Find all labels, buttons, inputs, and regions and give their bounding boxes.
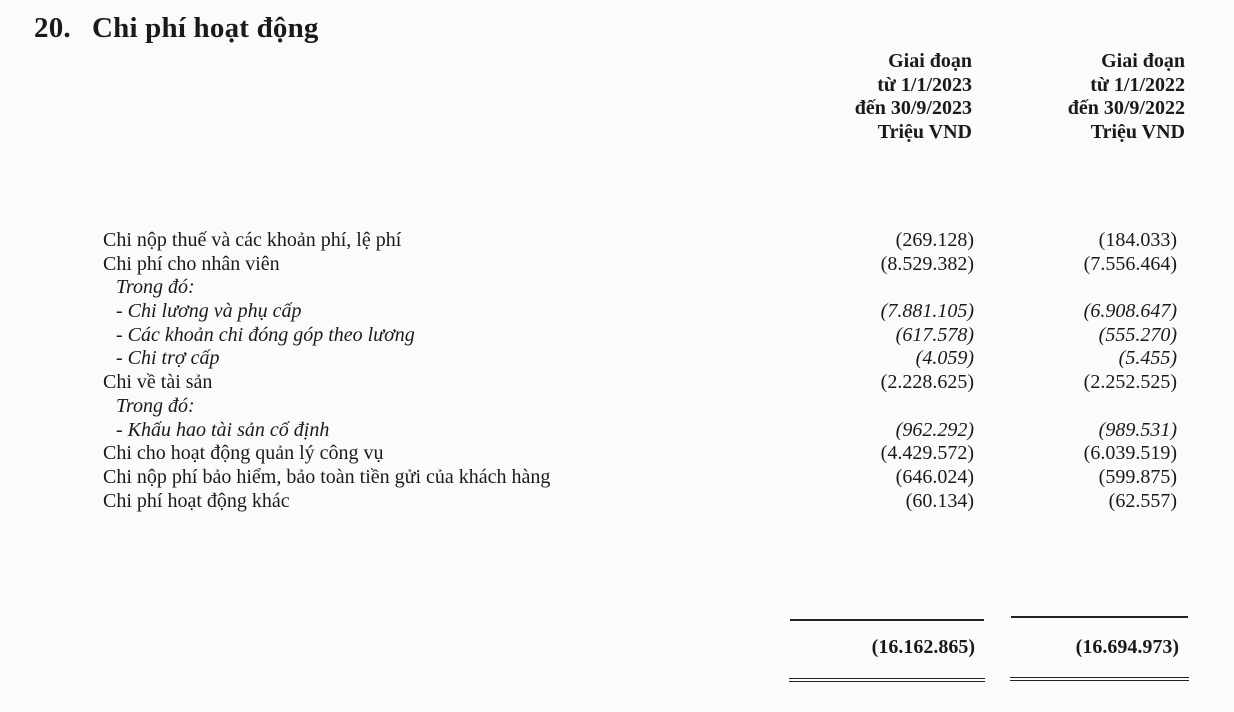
value-2023: (269.128) xyxy=(895,229,974,251)
table-row xyxy=(0,419,1234,443)
row-label: Chi cho hoạt động quản lý công vụ xyxy=(103,442,384,465)
row-label: Trong đó: xyxy=(116,276,195,299)
table-row xyxy=(0,395,1234,419)
table-row xyxy=(0,253,1234,277)
total-2022: (16.694.973) xyxy=(1075,636,1179,658)
subtotal-rule-2022 xyxy=(1011,616,1188,618)
value-2023: (617.578) xyxy=(895,323,974,346)
table-row xyxy=(0,276,1234,300)
expense-table xyxy=(0,229,1234,513)
row-label: - Chi trợ cấp xyxy=(116,347,220,370)
row-label: - Khấu hao tài sản cố định xyxy=(116,418,330,441)
row-label: - Chi lương và phụ cấp xyxy=(116,300,302,323)
column-header-unit: Triệu VND xyxy=(877,120,972,143)
value-2022: (989.531) xyxy=(1098,418,1177,441)
column-header-line: đến 30/9/2022 xyxy=(1067,97,1185,119)
value-2023: (8.529.382) xyxy=(880,252,974,275)
value-2022: (62.557) xyxy=(1108,489,1177,512)
value-2023: (646.024) xyxy=(895,465,974,488)
table-row xyxy=(0,300,1234,324)
table-row xyxy=(0,347,1234,371)
value-2022: (184.033) xyxy=(1098,229,1177,251)
table-row xyxy=(0,466,1234,490)
row-label: Chi nộp phí bảo hiểm, bảo toàn tiền gửi của khách hàng xyxy=(103,465,551,488)
table-row xyxy=(0,490,1234,514)
table-row xyxy=(0,229,1234,253)
total-2023: (16.162.865) xyxy=(871,636,975,658)
row-label: - Các khoản chi đóng góp theo lương xyxy=(116,323,415,346)
table-row xyxy=(0,371,1234,395)
value-2022: (599.875) xyxy=(1098,465,1177,488)
value-2022: (6.908.647) xyxy=(1083,300,1177,323)
column-header-unit: Triệu VND xyxy=(1090,120,1185,143)
section-heading: Chi phí hoạt động xyxy=(92,12,319,44)
section-number: 20. xyxy=(34,12,71,44)
value-2023: (2.228.625) xyxy=(880,371,974,394)
column-header-2022 xyxy=(985,50,1185,144)
total-double-rule-2022 xyxy=(1010,677,1189,681)
column-header-line: từ 1/1/2022 xyxy=(1090,73,1185,96)
value-2023: (4.429.572) xyxy=(880,442,974,465)
value-2023: (4.059) xyxy=(915,347,974,370)
column-header-2023 xyxy=(772,50,972,144)
row-label: Trong đó: xyxy=(116,394,195,417)
value-2023: (962.292) xyxy=(895,418,974,441)
row-label: Chi phí cho nhân viên xyxy=(103,252,280,275)
row-label: Chi nộp thuế và các khoản phí, lệ phí xyxy=(103,229,402,251)
row-label: Chi phí hoạt động khác xyxy=(103,489,290,512)
value-2022: (5.455) xyxy=(1118,347,1177,370)
column-header-line: từ 1/1/2023 xyxy=(877,73,972,96)
value-2023: (60.134) xyxy=(905,489,974,512)
column-header-line: Giai đoạn xyxy=(1101,50,1185,72)
column-header-line: Giai đoạn xyxy=(888,50,972,72)
section-title xyxy=(34,12,319,45)
subtotal-rule-2023 xyxy=(790,619,984,621)
value-2022: (7.556.464) xyxy=(1083,252,1177,275)
row-label: Chi về tài sản xyxy=(103,371,213,394)
value-2022: (2.252.525) xyxy=(1083,371,1177,394)
table-row xyxy=(0,324,1234,348)
table-row xyxy=(0,442,1234,466)
total-double-rule-2023 xyxy=(789,678,985,682)
value-2022: (6.039.519) xyxy=(1083,442,1177,465)
value-2022: (555.270) xyxy=(1098,323,1177,346)
value-2023: (7.881.105) xyxy=(880,300,974,323)
column-header-line: đến 30/9/2023 xyxy=(854,97,972,119)
